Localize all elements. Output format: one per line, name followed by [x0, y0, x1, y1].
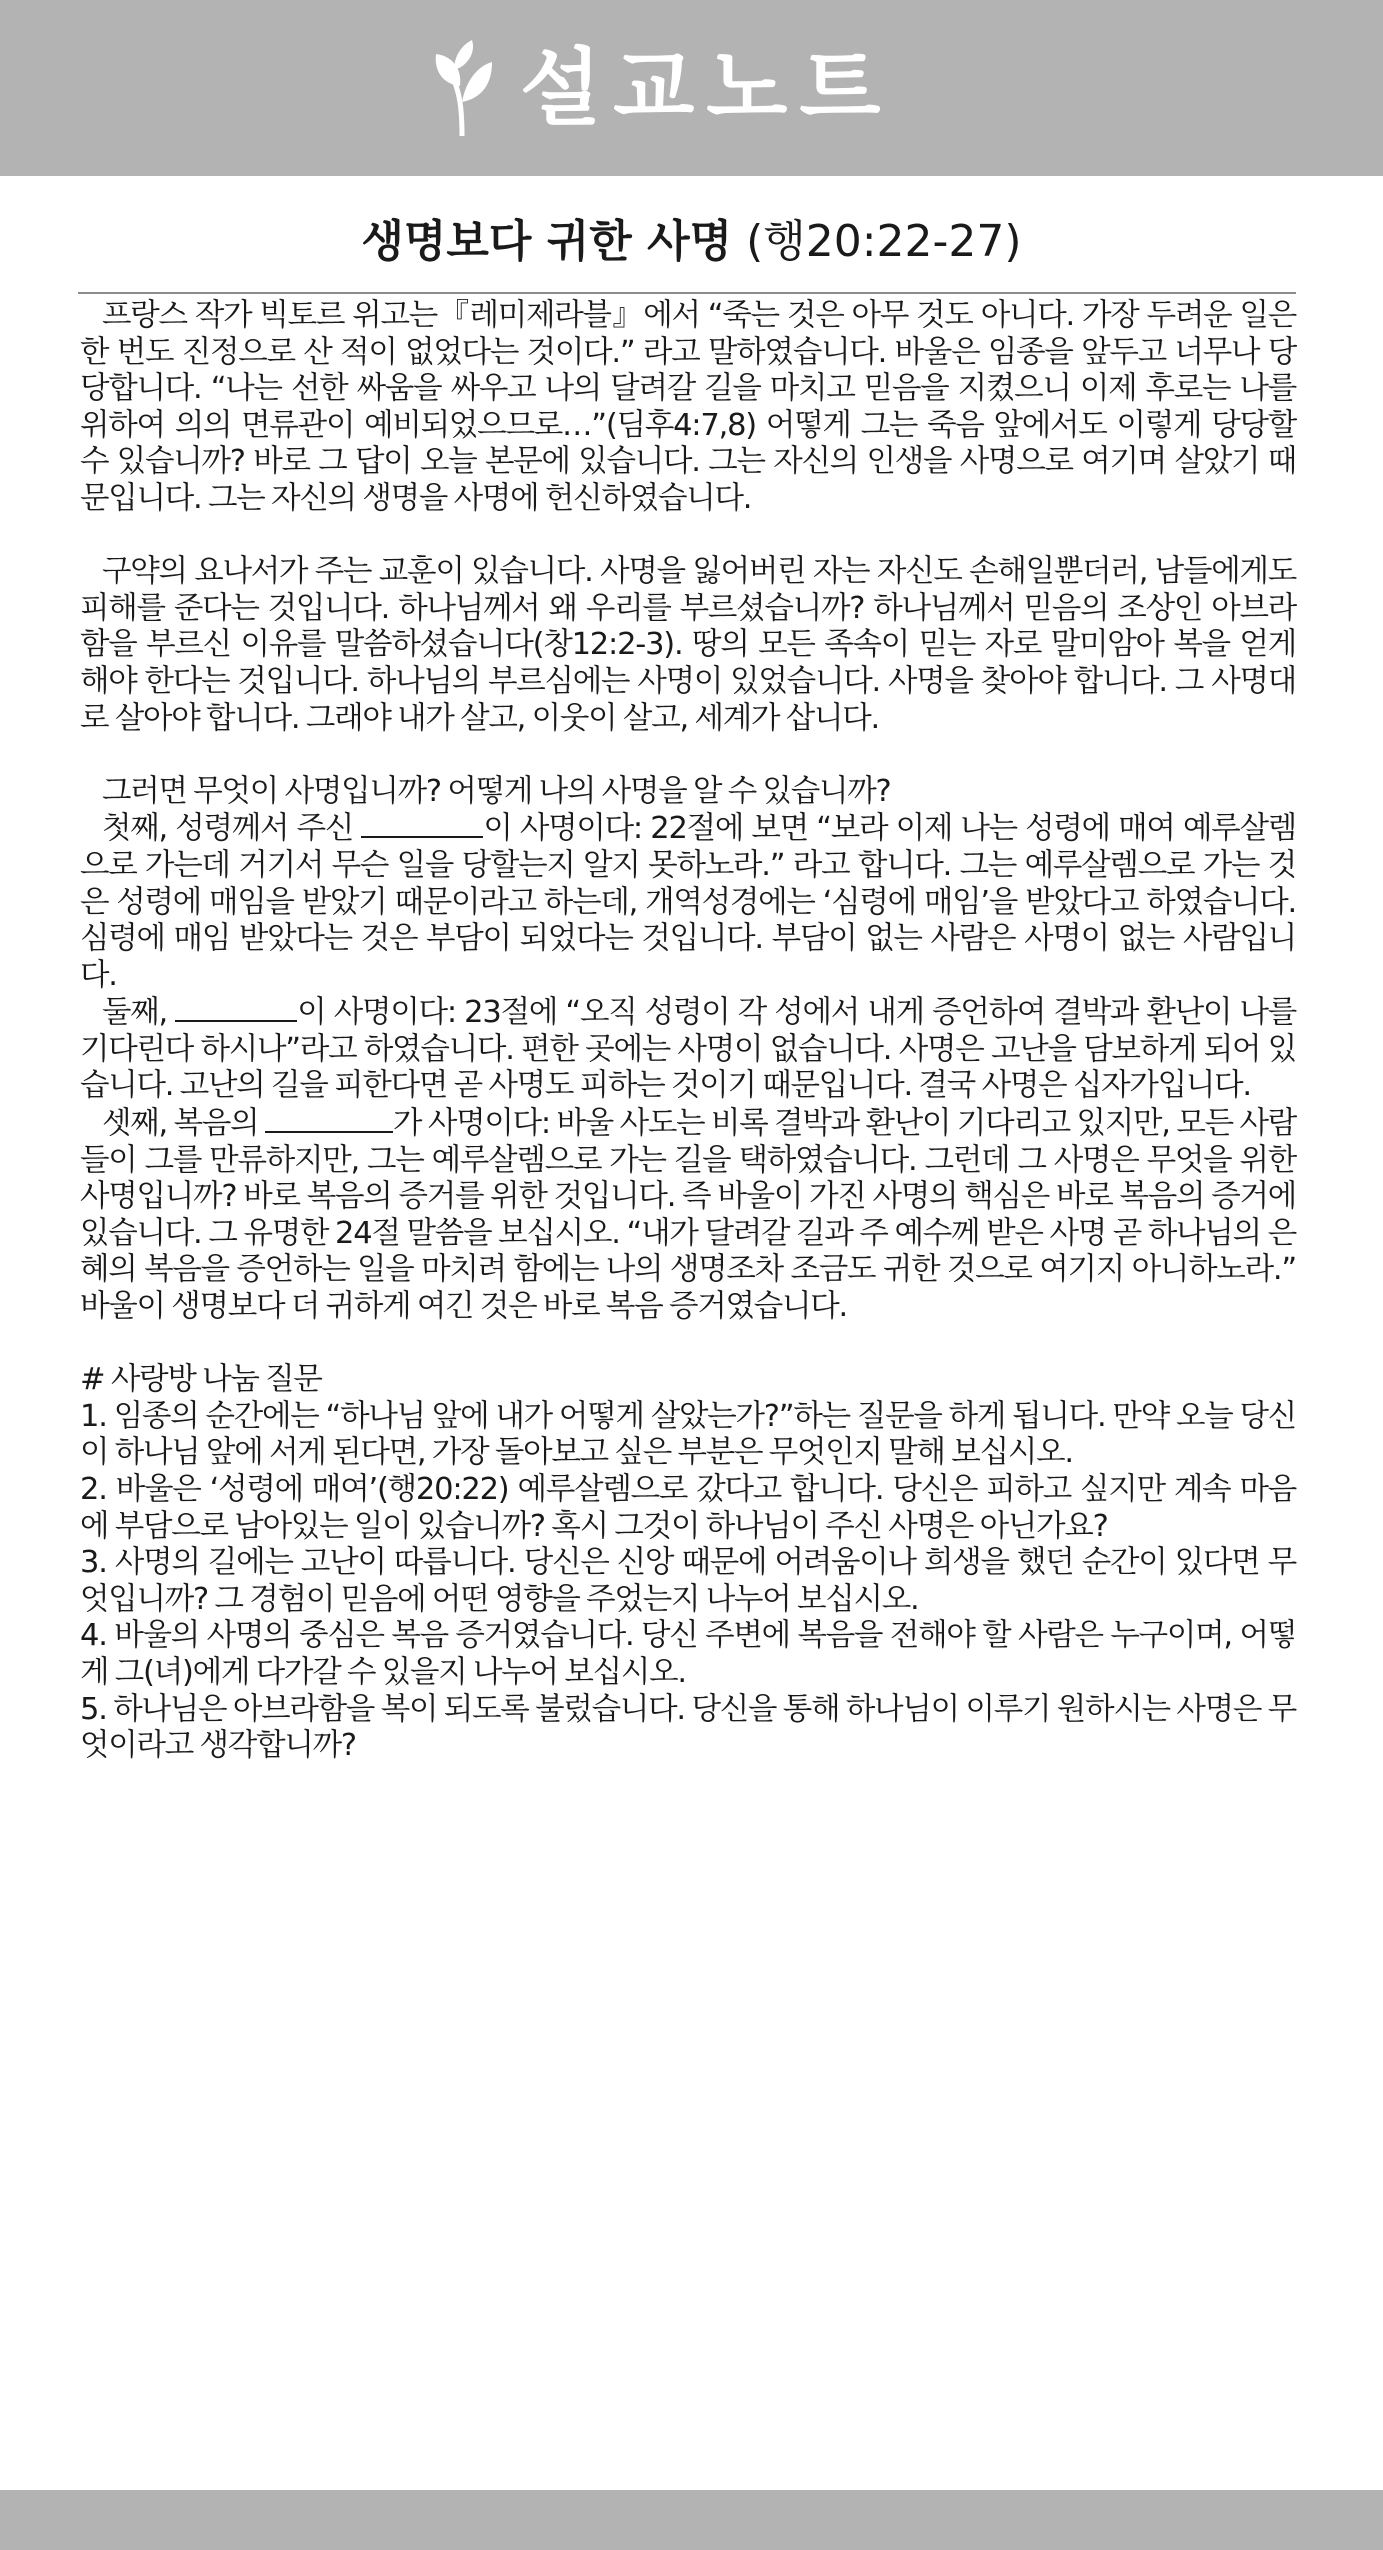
- question-item-1: 1. 임종의 순간에는 “하나님 앞에 내가 어떻게 살았는가?”하는 질문을 하게 됩니다. 만약 오늘 당신이 하나님 앞에 서게 된다면, 가장 돌아보고 싶은 부분은 무엇인지 말해 보십시오.: [80, 1398, 1296, 1471]
- paragraph-point-three: [80, 1105, 1296, 1326]
- paragraph-intro: 프랑스 작가 빅토르 위고는『레미제라블』에서 “죽는 것은 아무 것도 아니다. 가장 두려운 일은 한 번도 진정으로 산 적이 없었다는 것이다.” 라고 말하였습니다. 바울은 임종을 앞두고 너무나 당당합니다. “나는 선한 싸움을 싸우고 나의 달려갈 길을 마치고 믿음을 지켰으니 이제 후로는 나를 위하여 의의 면류관이 예비되었으므로…”(딤후4:7,8) 어떻게 그는 죽음 앞에서도 이렇게 당당할 수 있습니까? 바로 그 답이 오늘 본문에 있습니다. 그는 자신의 인생을 사명으로 여기며 살았기 때문입니다. 그는 자신의 생명을 사명에 헌신하였습니다.: [80, 298, 1296, 516]
- fill-in-blank-one: [361, 810, 483, 838]
- leaf-sprout-icon: [432, 40, 494, 136]
- question-item-2: 2. 바울은 ‘성령에 매여’(행20:22) 예루살렘으로 갔다고 합니다. 당신은 피하고 싶지만 계속 마음에 부담으로 남아있는 일이 있습니까? 혹시 그것이 하나님이 주신 사명은 아닌가요?: [80, 1472, 1296, 1544]
- sermon-title-main: 생명보다 귀한 사명: [361, 216, 733, 267]
- question-item-5: 5. 하나님은 아브라함을 복이 되도록 불렀습니다. 당신을 통해 하나님이 이루기 원하시는 사명은 무엇이라고 생각합니까?: [80, 1691, 1296, 1764]
- point-two-text: 이 사명이다: 23절에 “오직 성령이 각 성에서 내게 증언하여 결박과 환난이 나를 기다린다 하시나”라고 하였습니다. 편한 곳에는 사명이 없습니다. 사명은 고난을 담보하게 되어 있습니다. 고난의 길을 피한다면 곧 사명도 피하는 것이기 때문입니다. 결국 사명은 십자가입니다.: [80, 995, 1296, 1104]
- fill-in-blank-three: [265, 1105, 393, 1133]
- paragraph-point-two: [80, 994, 1296, 1105]
- paragraph-question: 그러면 무엇이 사명입니까? 어떻게 나의 사명을 알 수 있습니까?: [102, 773, 891, 809]
- fill-in-blank-two: [175, 994, 297, 1022]
- point-one-lead: 첫째, 성령께서 주신: [102, 811, 362, 847]
- question-item-3: 3. 사명의 길에는 고난이 따릅니다. 당신은 신앙 때문에 어려움이나 희생을 했던 순간이 있다면 무엇입니까? 그 경험이 믿음에 어떤 영향을 주었는지 나누어 보십시오.: [80, 1545, 1296, 1617]
- point-two-lead: 둘째,: [102, 995, 176, 1031]
- sermon-scripture-ref: (행20:22-27): [746, 216, 1022, 267]
- footer-bar: [0, 2490, 1383, 2550]
- paragraph-point-one: [80, 810, 1296, 994]
- point-three-text: 가 사명이다: 바울 사도는 비록 결박과 환난이 기다리고 있지만, 모든 사람들이 그를 만류하지만, 그는 예루살렘으로 가는 길을 택하였습니다. 그런데 그 사명은 무엇을 위한 사명입니까? 바로 복음의 증거를 위한 것입니다. 즉 바울이 가진 사명의 핵심은 바로 복음의 증거에 있습니다. 그 유명한 24절 말씀을 보십시오. “내가 달려갈 길과 주 예수께 받은 사명 곧 하나님의 은혜의 복음을 증언하는 일을 마치려 함에는 나의 생명조차 조금도 귀한 것으로 여기지 아니하노라.” 바울이 생명보다 더 귀하게 여긴 것은 바로 복음 증거였습니다.: [80, 1106, 1296, 1325]
- sermon-title: [0, 212, 1383, 272]
- point-one-text: 이 사명이다: 22절에 보면 “보라 이제 나는 성령에 매여 예루살렘으로 가는데 거기서 무슨 일을 당할는지 알지 못하노라.” 라고 합니다. 그는 예루살렘으로 가는 것은 성령에 매임을 받았기 때문이라고 하는데, 개역성경에는 ‘심령에 매임’을 받았다고 하였습니다. 심령에 매임 받았다는 것은 부담이 되었다는 것입니다. 부담이 없는 사람은 사명이 없는 사람입니다.: [80, 811, 1296, 993]
- sermon-body: [80, 298, 1296, 1765]
- header-title: 설교노트: [520, 39, 893, 137]
- questions-heading: # 사랑방 나눔 질문: [80, 1362, 322, 1398]
- paragraph-jonah: 구약의 요나서가 주는 교훈이 있습니다. 사명을 잃어버린 자는 자신도 손해일뿐더러, 남들에게도 피해를 준다는 것입니다. 하나님께서 왜 우리를 부르셨습니까? 하나님께서 믿음의 조상인 아브라함을 부르신 이유를 말씀하셨습니다(창12:2-3). 땅의 모든 족속이 믿는 자로 말미암아 복을 얻게 해야 한다는 것입니다. 하나님의 부르심에는 사명이 있었습니다. 사명을 찾아야 합니다. 그 사명대로 살아야 합니다. 그래야 내가 살고, 이웃이 살고, 세계가 삽니다.: [80, 554, 1296, 736]
- header-bar: [0, 0, 1383, 176]
- title-divider: [78, 292, 1296, 294]
- point-three-lead: 셋째, 복음의: [102, 1106, 265, 1142]
- question-item-4: 4. 바울의 사명의 중심은 복음 증거였습니다. 당신 주변에 복음을 전해야 할 사람은 누구이며, 어떻게 그(녀)에게 다가갈 수 있을지 나누어 보십시오.: [80, 1618, 1296, 1690]
- header-branding: [432, 38, 893, 138]
